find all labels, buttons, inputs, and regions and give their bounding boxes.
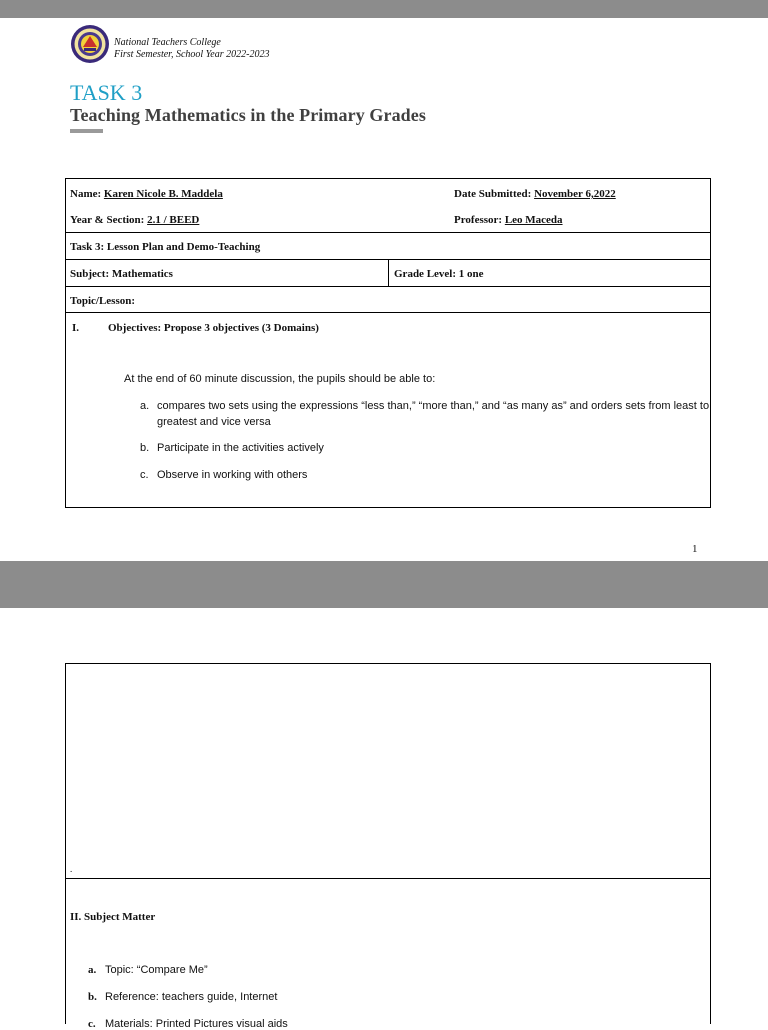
lesson-plan-form-page2 [65,663,711,1030]
row-divider [66,312,710,313]
objective-b-text: Participate in the activities actively [157,442,324,454]
grade-level-cell [394,268,484,280]
page-number: 1 [692,543,698,555]
top-page-band [0,0,768,18]
year-label: Year & Section: [70,214,145,226]
objectives-heading [108,322,319,334]
topic-cell [70,295,135,307]
objective-a-line1: compares two sets using the expressions “less than,” “more than,” and “as many as” and orders sets from least to [157,400,710,412]
professor-value: Leo Maceda [504,214,563,226]
college-info [114,37,269,61]
name-value: Karen Nicole B. Maddela [103,188,223,200]
name-field [70,188,223,200]
column-divider [388,259,389,286]
course-title: Teaching Mathematics in the Primary Grades [70,105,426,125]
objective-b-marker: b. [140,442,150,454]
subject-matter-heading-text: II. Subject Matter [70,911,156,923]
subject-matter-reference: Reference: teachers guide, Internet [105,991,278,1003]
subject-matter-a-marker [88,964,96,976]
professor-field [454,214,563,226]
row-divider [66,286,710,287]
objective-a-marker: a. [140,400,150,412]
objectives-heading-text: Objectives: Propose 3 objectives (3 Domains) [108,322,319,334]
subject-text: Subject: Mathematics [70,268,173,280]
name-label: Name: [70,188,102,200]
task-heading: TASK 3 [70,80,143,105]
subject-matter-materials: Materials: Printed Pictures visual aids [105,1018,288,1030]
objective-c-text: Observe in working with others [157,469,308,481]
semester-line: First Semester, School Year 2022-2023 [114,49,270,60]
marker-text: b. [88,991,97,1003]
objectives-intro: At the end of 60 minute discussion, the pupils should be able to: [124,373,436,385]
objectives-number-text: I. [72,322,80,334]
college-name: National Teachers College [114,37,221,48]
objectives-number [72,322,79,334]
subject-matter-heading [70,911,155,923]
year-section-field [70,214,199,226]
task-line [70,241,260,253]
marker-text: a. [88,964,97,976]
stray-dot: . [70,864,73,874]
lesson-plan-form-page1 [65,178,711,508]
date-value: November 6,2022 [534,188,616,200]
marker-text: c. [88,1018,96,1030]
topic-text: Topic/Lesson: [70,295,136,307]
subject-matter-c-marker [88,1018,96,1030]
row-divider [66,232,710,233]
task-line-text: Task 3: Lesson Plan and Demo-Teaching [70,241,261,253]
date-label: Date Submitted: [454,188,532,200]
subject-cell [70,268,173,280]
grade-level-text: Grade Level: 1 one [394,268,484,280]
year-value: 2.1 / BEED [147,214,200,226]
row-divider [66,878,710,879]
professor-label: Professor: [454,214,503,226]
title-accent-bar [70,129,103,133]
page-break-band [0,561,768,608]
objective-a-line2: greatest and vice versa [157,416,271,428]
subject-matter-topic: Topic: “Compare Me” [105,964,208,976]
subject-matter-b-marker [88,991,97,1003]
college-seal-logo [70,24,110,64]
date-field [454,188,616,200]
objective-c-marker: c. [140,469,149,481]
